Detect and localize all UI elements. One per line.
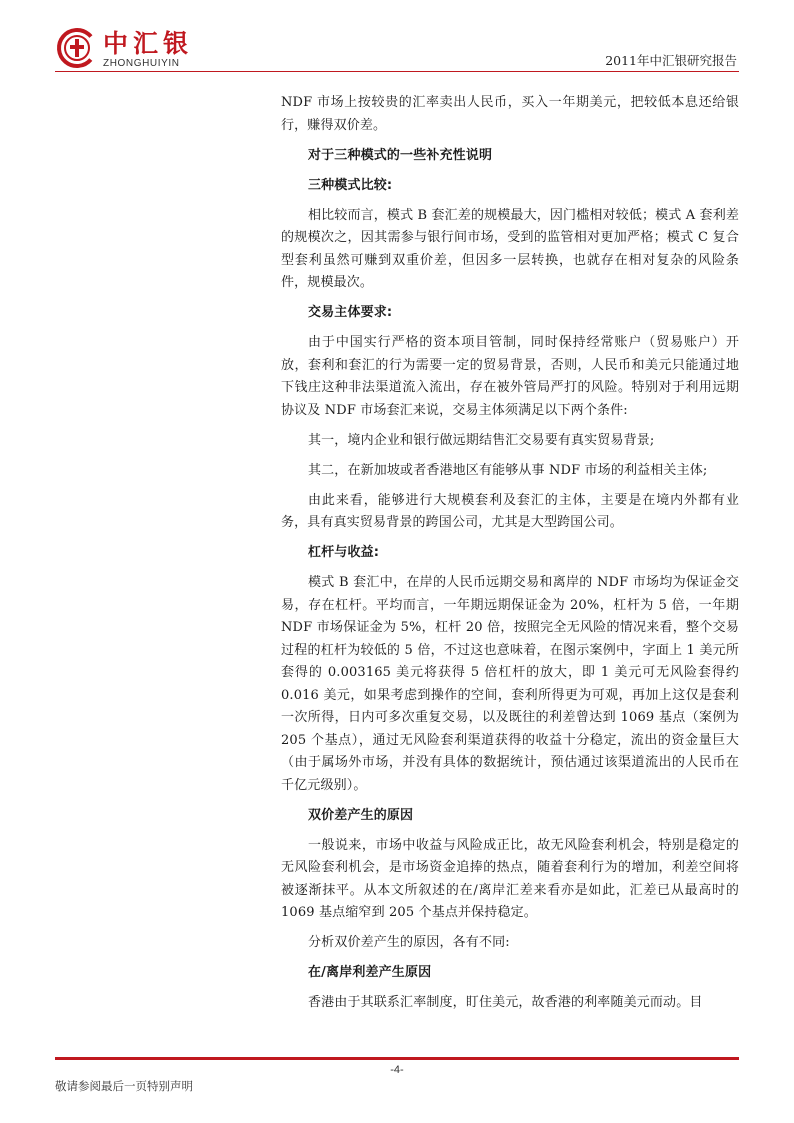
page-number: -4- <box>390 1064 404 1076</box>
paragraph-ndf-arbitrage: NDF 市场上按较贵的汇率卖出人民币，买入一年期美元，把较低本息还给银行，赚得双价差。 <box>281 95 739 133</box>
heading-spread-cause: 双价差产生的原因 <box>308 807 414 823</box>
header-divider <box>55 71 739 72</box>
paragraph-trading-subject: 由于中国实行严格的资本项目管制，同时保持经常账户（贸易账户）开放，套利和套汇的行为需要一定的贸易背景，否则，人民币和美元只能通过地下钱庄这种非法渠道流入流出，存在被外管局严打的风险。特别对于利用远期协议及 NDF 市场套汇来说，交易主体须满足以下两个条件: <box>281 335 739 418</box>
paragraph-model-comparison: 相比较而言，模式 B 套汇差的规模最大，因门槛相对较低；模式 A 套利差的规模次之，因其需参与银行间市场，受到的监管相对更加严格；模式 C 复合型套利虽然可赚到双重价差，但因多一层转换，也就存在相对复杂的风险条件，规模最次。 <box>281 207 739 290</box>
zhonghuiyin-logo-icon <box>55 26 99 70</box>
heading-supplement: 对于三种模式的一些补充性说明 <box>308 147 493 163</box>
page-header <box>0 0 794 80</box>
heading-model-comparison: 三种模式比较: <box>308 177 393 193</box>
logo-english-text: ZHONGHUIYIN <box>103 58 180 69</box>
heading-leverage: 杠杆与收益: <box>308 545 380 560</box>
footer-divider <box>55 1057 739 1060</box>
footer-disclaimer: 敬请参阅最后一页特别声明 <box>55 1079 193 1093</box>
paragraph-condition-1: 其一，境内企业和银行做远期结售汇交易要有真实贸易背景; <box>308 432 655 448</box>
paragraph-spread-cause: 一般说来，市场中收益与风险成正比，故无风险套利机会，特别是稳定的无风险套利机会，是市场资金追捧的热点，随着套利行为的增加，利差空间将被逐渐抹平。从本文所叙述的在/离岸汇差来看亦是如此，汇差已从最高时的 1069 基点缩窄到 205 个基点并保持稳定。 <box>281 837 739 920</box>
paragraph-hong-kong: 香港由于其联系汇率制度，盯住美元，故香港的利率随美元而动。目 <box>308 995 703 1010</box>
logo-chinese-text: 中汇银 <box>103 29 194 58</box>
report-title: 2011年中汇银研究报告 <box>605 53 737 68</box>
paragraph-subject-conclusion: 由此来看，能够进行大规模套利及套汇的主体，主要是在境内外都有业务，具有真实贸易背景的跨国公司，尤其是大型跨国公司。 <box>281 492 739 530</box>
heading-trading-subject: 交易主体要求: <box>308 305 393 320</box>
heading-onshore-offshore: 在/离岸利差产生原因 <box>308 965 432 980</box>
company-logo <box>55 26 245 72</box>
document-body <box>281 92 739 1022</box>
paragraph-condition-2: 其二，在新加坡或者香港地区有能够从事 NDF 市场的利益相关主体; <box>308 462 708 478</box>
paragraph-leverage: 模式 B 套汇中，在岸的人民币远期交易和离岸的 NDF 市场均为保证金交易，存在杠杆。平均而言，一年期远期保证金为 20%，杠杆为 5 倍，一年期 NDF 市场保证金为 5%，杠杆 20 倍，按照完全无风险的情况来看，整个交易过程的杠杆为较低的 5 倍，不过这也意味着，在图示案例中，字面上 1 美元所套得的 0.003165 美元将获得 5 倍杠杆的放大，即 1 美元可无风险套得约 0.016 美元，如果考虑到操作的空间，套利所得更为可观，再加上这仅是套利一次所得，日内可多次重复交易，以及既往的利差曾达到 1069 基点（案例为 205 个基点），通过无风险套利渠道获得的收益十分稳定，流出的资金量巨大（由于属场外市场，并没有具体的数据统计，预估通过该渠道流出的人民币在千亿元级别）。 <box>281 575 739 793</box>
paragraph-analysis: 分析双价差产生的原因，各有不同: <box>308 935 510 950</box>
